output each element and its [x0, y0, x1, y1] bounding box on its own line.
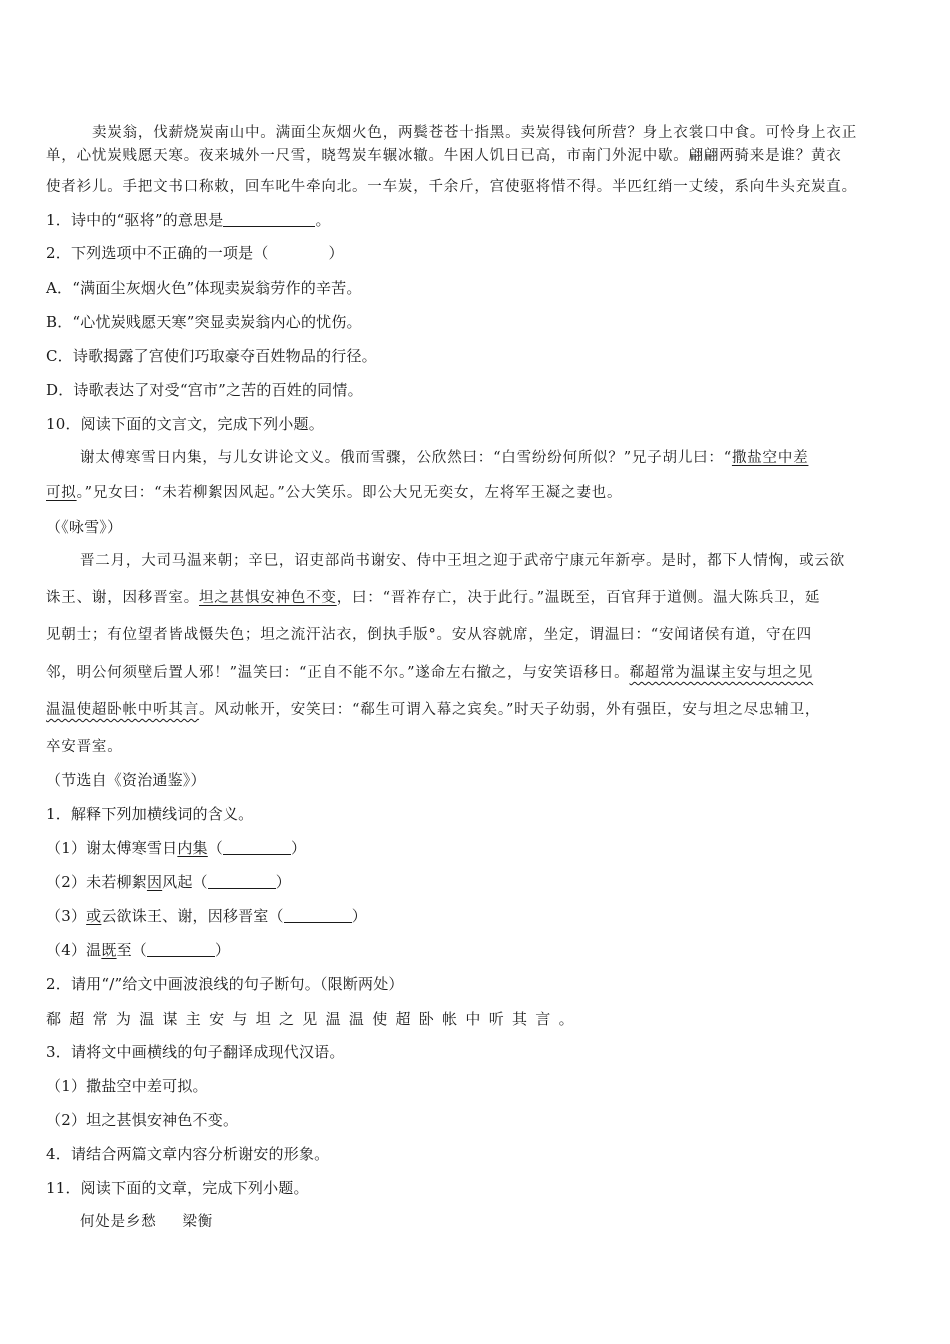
- item-text: （4）温: [46, 941, 102, 959]
- option-b: B．“心忧炭贱愿天寒”突显卖炭翁内心的忧伤。: [46, 313, 362, 331]
- option-a: A．“满面尘灰烟火色”体现卖炭翁劳作的辛苦。: [46, 279, 362, 297]
- item-text: （: [207, 839, 223, 857]
- item-text: （2）未若柳絮: [46, 873, 147, 891]
- underlined-sentence-1a: 撒盐空中差: [731, 450, 809, 466]
- q11-title: 11．阅读下面的文章，完成下列小题。: [46, 1179, 309, 1197]
- zizhi-line-3: 见朝士；有位望者皆战慑失色；坦之流汗沾衣，倒执手版°。安从容就席，坐定，谓温曰：“安闻诸侯有道，守在四: [46, 627, 812, 643]
- article-heading: [80, 1210, 213, 1234]
- item-text: （1）谢太傅寒雪日: [46, 839, 178, 857]
- yongxue-line-1: [80, 446, 808, 470]
- zizhi-line-6: 卒安晋室。: [46, 739, 123, 755]
- yongxue-line-2: [46, 481, 622, 505]
- q10-sub1-item4: [46, 938, 230, 962]
- q9-sub1: [46, 208, 331, 232]
- yongxue-text-a: 谢太傅寒雪日内集，与儿女讲论文义。俄而雪骤，公欣然曰：“白雪纷纷何所似？”兄子胡儿曰：“: [80, 450, 732, 466]
- poem-line-1: 卖炭翁，伐薪烧炭南山中。满面尘灰烟火色，两鬓苍苍十指黑。卖炭得钱何所营？身上衣裳口中食。可怜身上衣正: [92, 125, 857, 141]
- zizhi-text: ，曰：“晋祚存亡，决于此行。”温既至，百官拜于道侧。温大陈兵卫，延: [336, 590, 821, 606]
- underlined-word: 既: [101, 941, 117, 959]
- option-d: D．诗歌表达了对受“宫市”之苦的百姓的同情。: [46, 381, 363, 399]
- q10-sub1-item3: [46, 904, 367, 928]
- q10-sub3-title: 3．请将文中画横线的句子翻译成现代汉语。: [46, 1043, 345, 1061]
- yongxue-text-b: 。”兄女曰：“未若柳絮因风起。”公大笑乐。即公大兄无奕女，左将军王凝之妻也。: [76, 485, 623, 501]
- zizhi-line-1: 晋二月，大司马温来朝；辛巳，诏吏部尚书谢安、侍中王坦之迎于武帝宁康元年新亭。是时，都下人情恟，或云欲: [80, 553, 845, 569]
- q9-sub2-text: 2．下列选项中不正确的一项是（: [46, 244, 269, 262]
- q10-title: 10．阅读下面的文言文，完成下列小题。: [46, 415, 324, 433]
- q10-sub1-title: 1．解释下列加横线词的含义。: [46, 805, 254, 823]
- source-yongxue: （《咏雪》）: [46, 518, 123, 536]
- q9-sub1-end: 。: [315, 211, 331, 229]
- q10-sub3-item2: （2）坦之甚惧安神色不变。: [46, 1111, 239, 1129]
- zizhi-line-5: [46, 698, 820, 722]
- q10-sub1-item2: [46, 870, 291, 894]
- zizhi-line-4: [46, 661, 813, 685]
- item-text: ）: [275, 873, 291, 891]
- item-text: ）: [290, 839, 307, 857]
- item-text: 云欲诛王、谢，因移晋室（: [101, 907, 284, 925]
- zizhi-text: 邻，明公何须壁后置人邪！”温笑曰：“正自不能不尔。”遂命左右撤之，与安笑语移日。: [46, 665, 630, 681]
- item-text: 风起（: [162, 873, 208, 891]
- wavy-sentence-a: 郗超常为温谋主安与坦之见: [629, 665, 814, 681]
- option-c: C．诗歌揭露了宫使们巧取豪夺百姓物品的行径。: [46, 347, 377, 365]
- answer-blank[interactable]: [223, 210, 315, 227]
- item-text: （3）: [46, 907, 87, 925]
- q9-sub2: [46, 241, 344, 265]
- wavy-sentence-b: 温温使超卧帐中听其言: [46, 702, 199, 718]
- poem-line-3: 使者衫儿。手把文书口称敕，回车叱牛牵向北。一车炭，千余斤，宫使驱将惜不得。半匹红绡一丈绫，系向牛头充炭直。: [46, 179, 857, 195]
- answer-blank[interactable]: [223, 838, 291, 855]
- source-zizhi: （节选自《资治通鉴》）: [46, 771, 206, 789]
- item-text: ）: [214, 941, 231, 959]
- item-text: ）: [351, 907, 367, 925]
- q10-sub3-item1: （1）撒盐空中差可拟。: [46, 1077, 208, 1095]
- answer-blank[interactable]: [208, 872, 276, 889]
- q10-sub1-item1: [46, 836, 306, 860]
- q10-sub2-title: 2．请用“/”给文中画波浪线的句子断句。（限断两处）: [46, 975, 404, 993]
- underlined-sentence-1b: 可拟: [46, 485, 77, 501]
- q10-sub4-title: 4．请结合两篇文章内容分析谢安的形象。: [46, 1145, 330, 1163]
- underlined-sentence-2: 坦之甚惧安神色不变: [199, 590, 337, 606]
- zizhi-text: 诛王、谢，因移晋室。: [46, 590, 199, 606]
- underlined-word: 或: [86, 907, 102, 925]
- article-author: 梁衡: [182, 1214, 214, 1230]
- zizhi-text: 。风动帐开，安笑曰：“郗生可谓入幕之宾矣。”时天子幼弱，外有强臣，安与坦之尽忠辅卫，: [199, 702, 821, 718]
- answer-blank[interactable]: [284, 906, 352, 923]
- q9-sub1-text: 1．诗中的“驱将”的意思是: [46, 211, 224, 229]
- poem-line-2: 单，心忧炭贱愿天寒。夜来城外一尺雪，晓驾炭车辗冰辙。牛困人饥日已高，市南门外泥中歇。翩翩两骑来是谁？黄衣: [46, 148, 842, 164]
- underlined-word: 因: [146, 873, 163, 891]
- zizhi-line-2: [46, 586, 820, 610]
- article-title: 何处是乡愁: [80, 1214, 157, 1230]
- q9-sub2-end: ）: [328, 244, 344, 262]
- underlined-word: 内集: [177, 839, 208, 857]
- item-text: 至（: [116, 941, 147, 959]
- answer-blank[interactable]: [147, 940, 215, 957]
- punctuation-sentence: 郗超常为温谋主安与坦之见温温使超卧帐中听其言。: [46, 1010, 582, 1028]
